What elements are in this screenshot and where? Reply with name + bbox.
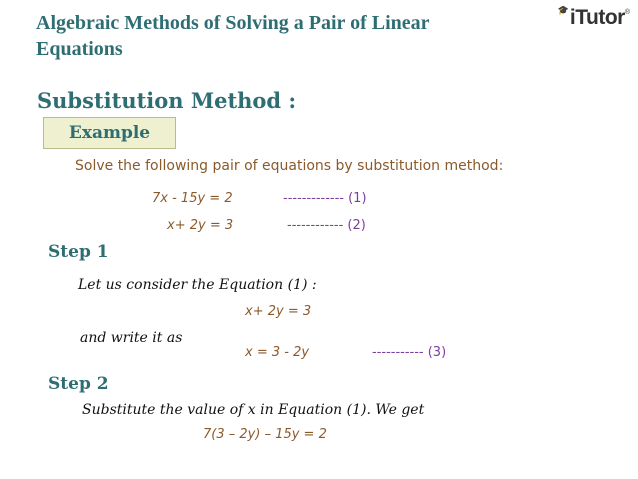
equation-1: 7x - 15y = 2 [152,191,233,206]
itutor-logo [558,5,630,30]
section-title: Substitution Method : [37,88,297,113]
example-badge [43,117,176,149]
example-label: Example [68,123,151,143]
step-1-text: Let us consider the Equation (1) : [78,277,317,293]
logo-text: iTutor [569,6,625,29]
step-2-label: Step 2 [48,374,109,394]
equation-1-tag: ------------- (1) [283,191,367,206]
graduation-cap-icon: 🎓 [557,5,569,15]
step-2-equation: 7(3 – 2y) – 15y = 2 [203,427,327,442]
equation-2: x+ 2y = 3 [167,218,234,233]
equation-2-tag: ------------ (2) [287,218,366,233]
step-1-label: Step 1 [48,242,109,262]
step-1-rewrite-text: and write it as [80,330,183,346]
logo-registered-mark: ® [624,9,630,16]
instruction-text: Solve the following pair of equations by substitution method: [75,158,504,174]
title-line-1: Algebraic Methods of Solving a Pair of Linear [36,12,430,34]
step-2-text: Substitute the value of x in Equation (1). We get [82,402,425,418]
page-title [36,10,430,62]
title-line-2: Equations [36,38,123,60]
step-1-rewritten-equation: x = 3 - 2y [245,345,310,360]
step-1-equation: x+ 2y = 3 [245,304,312,319]
equation-3-tag: ----------- (3) [372,345,447,360]
